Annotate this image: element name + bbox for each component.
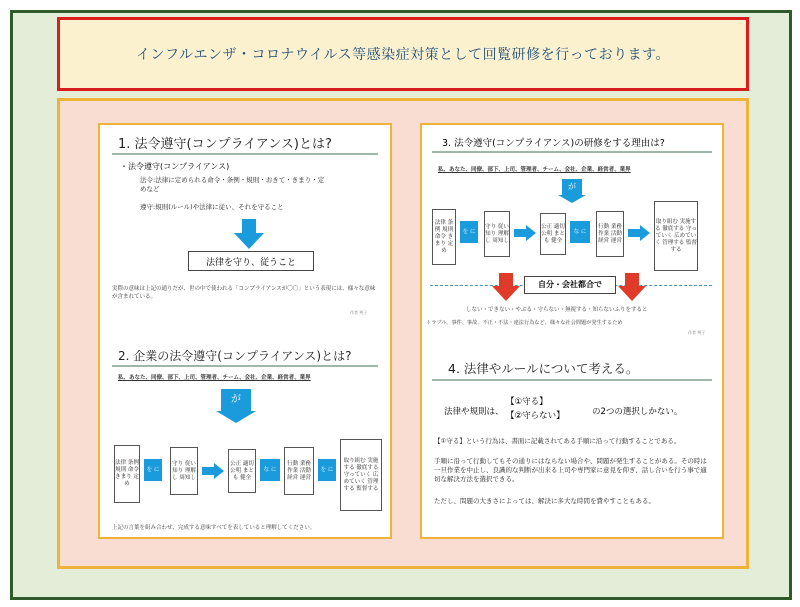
ga-arrow-label-right: が [562,179,582,195]
flow-particle-box-right: を に [460,221,478,243]
section3-title: 3. 法令遵守(コンプライアンス)の研修をする理由は? [442,138,665,149]
notice-banner [57,17,749,91]
section4-body-2: 手順に沿って行動してもその通りにはならない場合や、問題が発生することがある。その時は一旦作業を中止し、良識的な判断が出来る上司や専門家に意見を仰ぎ、話し合いを行う事で適切な解決方法を選択できる。 [434,457,707,483]
flow-law-box: 法律 条例 規則 命令 きまり 定め [114,445,140,503]
section4-lead: 法律や規則は、 [444,407,504,417]
section3-rule [432,151,712,153]
section4-rule [432,379,712,381]
content-panel [57,98,749,569]
right-arrow-right2-icon [628,225,650,241]
flow-practice-box-right: 取り組む 実施する 徹底する 守っていく 広めていく 管理する 監督する [654,201,698,271]
section4-title: 4. 法律やルールについて考える。 [448,361,639,376]
consequence-line2: トラブル、事件、事故、不正・不法・違法行為など、様々な社会問題が発生するため [426,320,623,326]
definition-comply: 遵守:規則(ルール)や法律に従い、それを守ること [140,203,284,211]
flow-action-box: 行動 業務 作業 活動 経営 運営 [284,447,314,495]
left-document-page [98,123,392,539]
section2-actors: 私、あなた、同僚、部下、上司、管理者、チーム、会社、企業、経営者、業界 [118,375,311,381]
ga-arrow-tip-icon [216,411,256,423]
flow-na-box: な に [260,459,280,481]
flow-na-box-right: な に [570,221,590,243]
right-document-page [420,123,724,539]
section1-rule [112,153,378,155]
right-arrow-icon [202,463,224,479]
right-arrow-right-icon [514,225,536,241]
flow-particle-box: を に [144,459,162,481]
flow-follow-box-right: 守り 従い 知り 理解し 周知し [484,211,510,257]
consequence-line1: しない・できない・やぶる・守らない・無視する・知らないふりをすると [466,307,648,313]
section2-note: 上記の言葉を組み合わせ、完成する意味すべてを表していると理解してください。 [112,525,316,531]
section4-tail: の2つの選択しかない。 [592,407,683,417]
flow-action-box-right: 行動 業務 作業 活動 経営 運営 [596,211,624,257]
section1-sign: 作者 判子 [350,310,368,315]
flow-fair-box-right: 公正 適切 公明 まとも 健全 [540,213,566,255]
section3-actors: 私、あなた、同僚、部下、上司、管理者、チーム、会社、企業、経営者、業界 [438,167,631,173]
section4-body-1: 【①守る】という行為は、書面に記載されてある手順に沿って行動することである。 [434,437,681,445]
definition-heading: ・法令遵守(コンプライアンス) [120,162,230,171]
flow-follow-box: 守り 従い 知り 理解し 周知し [170,447,198,495]
flow-fair-box: 公正 適切 公明 まとも 健全 [228,449,256,493]
convenience-box: 自分・会社都合で [524,276,616,294]
banner-text: インフルエンザ・コロナウイルス等感染症対策として回覧研修を行っております。 [136,47,670,63]
section2-title: 2. 企業の法令遵守(コンプライアンス)とは? [118,349,352,363]
section2-rule [112,365,378,367]
definition-law: 法令:法律に定められる命令・条例・規則・おきて・きまり・定めなど [140,176,325,193]
ga-arrow-tip-right-icon [558,195,586,203]
ga-arrow-label: が [221,389,251,411]
flow-law-box-right: 法律 条例 規則 命令 きまり 定め [432,209,456,265]
red-down-arrow-left-icon [492,273,520,301]
section1-note: 実際の意味は上記の通りだが、世の中で使われる「コンプライアンスが〇〇」という表現には、様々な意味が含まれている。 [112,286,376,300]
red-down-arrow-right-icon [618,273,646,301]
option-break: 【②守らない】 [506,411,565,421]
flow-particle2-box: を に [318,459,336,481]
down-arrow-icon [234,219,264,249]
flow-practice-box: 取り組む 実施する 徹底する 守っていく 広めていく 管理する 監督する [340,439,382,511]
option-keep: 【①守る】 [506,397,548,407]
section3-sign: 作者 判子 [688,330,706,335]
result-box: 法律を守り、従うこと [188,251,314,271]
section1-title: 1. 法令遵守(コンプライアンス)とは? [118,137,332,152]
section4-body-3: ただし、問題の大きさによっては、解決に多大な時間を費やすこともある。 [434,497,655,505]
